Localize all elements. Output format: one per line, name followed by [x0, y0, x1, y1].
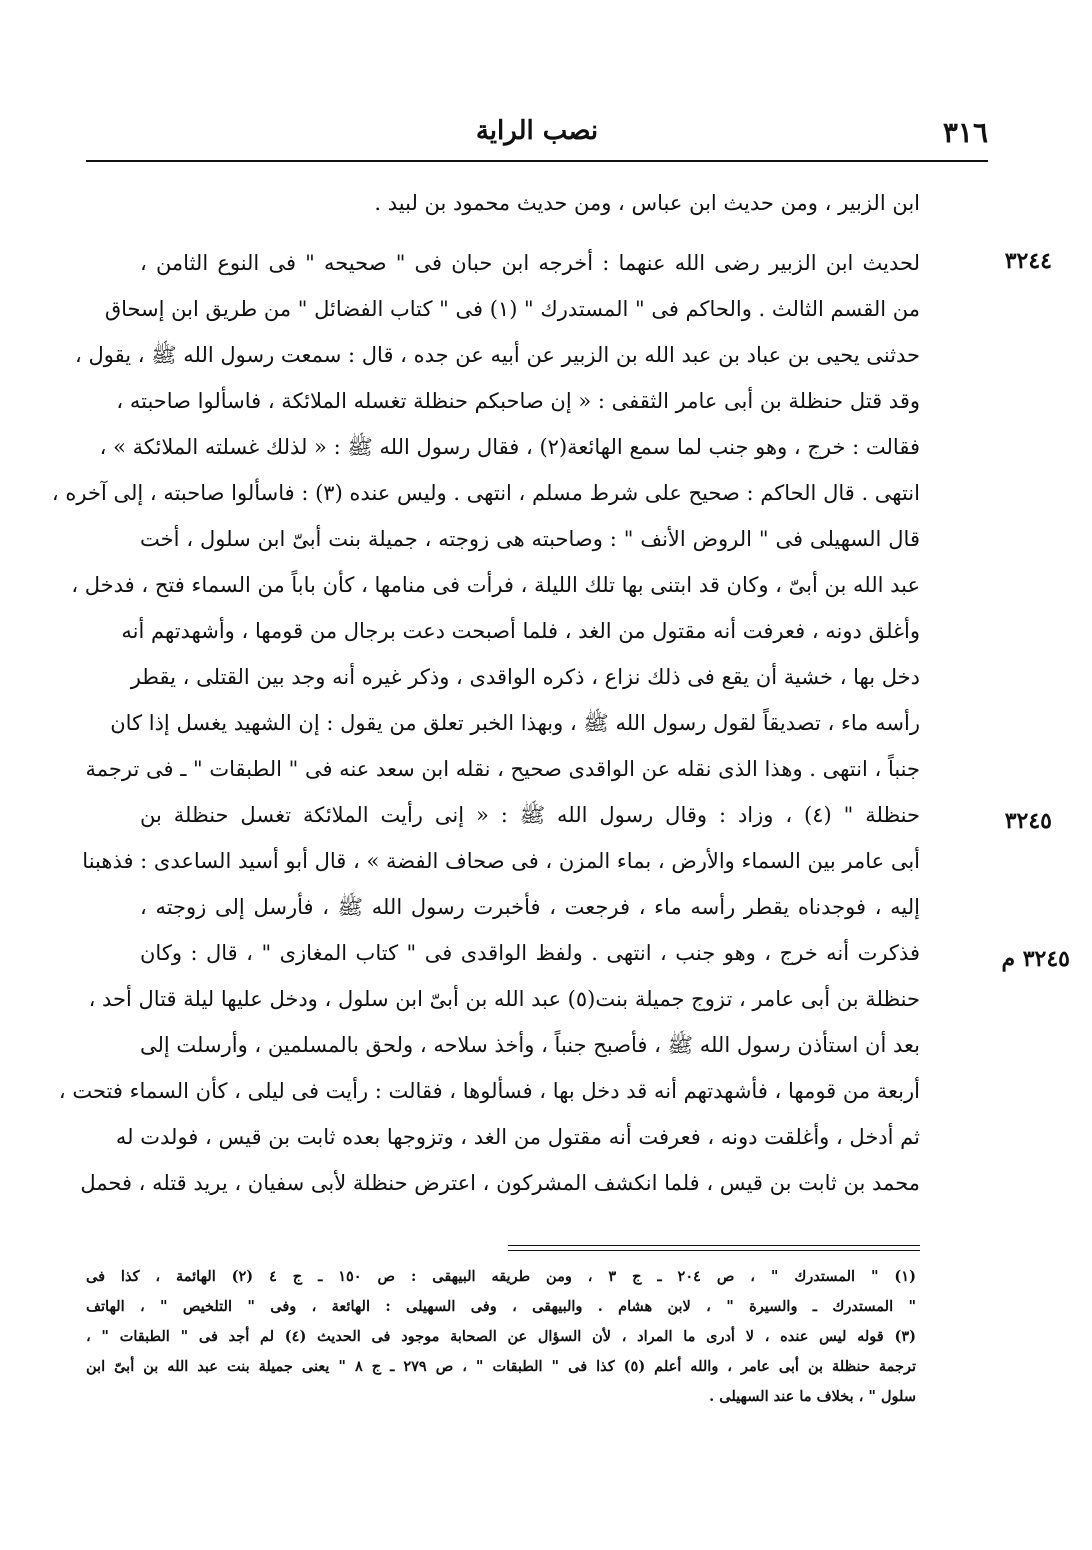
text-line: وأغلق دونه ، فعرفت أنه مقتول من الغد ، فلما أصبحت دعت برجال من قومها ، وأشهدتهم أنه [121, 619, 920, 643]
footnote-line: سلول " ، بخلاف ما عند السهيلى . [709, 1388, 916, 1405]
text-line: أبى عامر بين السماء والأرض ، بماء المزن ، فى صحاف الفضة » ، قال أبو أسيد الساعدى : فذهبنا [82, 849, 920, 873]
text-line: انتهى . قال الحاكم : صحيح على شرط مسلم ، انتهى . وليس عنده (٣) : فاسألوا صاحبته ، إلى آخره ، [51, 481, 920, 505]
text-line: حنظلة بن أبى عامر ، تزوج جميلة بنت(٥) عبد الله بن أبىّ ابن سلول ، ودخل عليها ليلة قتال أحد ، [88, 987, 920, 1011]
text-line: محمد بن ثابت بن قيس ، فلما انكشف المشركون ، اعترض حنظلة لأبى سفيان ، يريد قتله ، فحمل [80, 1171, 920, 1195]
text-line: قال السهيلى فى " الروض الأنف " : وصاحبته هى زوجته ، جميلة بنت أبىّ ابن سلول ، أخت [140, 527, 920, 551]
text-line: جنباً ، انتهى . وهذا الذى نقله عن الواقدى صحيح ، نقله ابن سعد عنه فى " الطبقات " ـ فى ترجمة [85, 757, 920, 781]
main-text [51, 180, 920, 1206]
text-line: حدثنى يحيى بن عباد بن عبد الله بن الزبير عن أبيه عن جده ، قال : سمعت رسول الله ﷺ ، يقول ، [75, 343, 920, 367]
text-line: من القسم الثالث . والحاكم فى " المستدرك " (١) فى " كتاب الفضائل " من طريق ابن إسحاق [104, 297, 920, 321]
text-line: ثم أدخل ، وأغلقت دونه ، فعرفت أنه مقتول من الغد ، وتزوجها بعده ثابت بن قيس ، فولدت له [115, 1125, 920, 1149]
page-header [86, 110, 988, 154]
running-title: نصب الراية [475, 116, 599, 146]
entry-number: ٣٢٤٥ م [1001, 946, 1070, 972]
text-line: رأسه ماء ، تصديقاً لقول رسول الله ﷺ ، وبهذا الخبر تعلق من يقول : إن الشهيد يغسل إذا كان [110, 711, 920, 735]
header-divider [86, 160, 988, 162]
text-line: فذكرت أنه خرج ، وهو جنب ، انتهى . ولفظ الواقدى فى " كتاب المغازى " ، قال : وكان [140, 941, 920, 965]
footnote-line: (٣) قوله ليس عنده ، لا أدرى ما المراد ، لأن السؤال عن الصحابة موجود فى الحديث (٤) لم أجد فى " الطبقات " ، [86, 1328, 917, 1345]
page-number: ٣١٦ [942, 116, 988, 149]
text-line: ابن الزبير ، ومن حديث ابن عباس ، ومن حديث محمود بن لبيد . [374, 191, 920, 215]
entry-number: ٣٢٤٥ [1004, 808, 1052, 834]
entry-number: ٣٢٤٤ [1004, 248, 1052, 274]
text-line: إليه ، فوجدناه يقطر رأسه ماء ، فرجعت ، فأخبرت رسول الله ﷺ ، فأرسل إلى زوجته ، [140, 895, 920, 919]
footnotes [86, 1262, 916, 1412]
text-line: بعد أن استأذن رسول الله ﷺ ، فأصبح جنباً ، وأخذ سلاحه ، ولحق بالمسلمين ، وأرسلت إلى [140, 1033, 920, 1057]
text-line: عبد الله بن أبىّ ، وكان قد ابتنى بها تلك الليلة ، فرأت فى منامها ، كأن باباً من السماء فتح ، فدخل ، [71, 573, 920, 597]
text-line: دخل بها ، خشية أن يقع فى ذلك نزاع ، ذكره الواقدى ، وذكر غيره أنه وجد بين القتلى ، يقطر [130, 665, 920, 689]
footnote-line: (١) " المستدرك " ، ص ٢٠٤ ـ ج ٣ ، ومن طريقه البيهقى : ص ١٥٠ ـ ج ٤ (٢) الهائمة ، كذا فى [86, 1268, 916, 1285]
text-line: أربعة من قومها ، فأشهدتهم أنه قد دخل بها ، فسألوها ، فقالت : رأيت فى ليلى ، كأن السماء فتحت ، [58, 1079, 920, 1103]
footnote-line: " المستدرك ـ والسيرة " ، لابن هشام . والبيهقى ، وفى السهيلى : الهائعة ، وفى " التلخيص " ، الهاتف [86, 1298, 916, 1315]
text-line: وقد قتل حنظلة بن أبى عامر الثقفى : « إن صاحبكم حنظلة تغسله الملائكة ، فاسألوا صاحبته ، [116, 389, 920, 413]
text-line: لحديث ابن الزبير رضى الله عنهما : أخرجه ابن حبان فى " صحيحه " فى النوع الثامن ، [140, 251, 920, 275]
text-line: فقالت : خرج ، وهو جنب لما سمع الهائعة(٢) ، فقال رسول الله ﷺ : « لذلك غسلته الملائكة » ، [99, 435, 920, 459]
text-line: حنظلة " (٤) ، وزاد : وقال رسول الله ﷺ : « إنى رأيت الملائكة تغسل حنظلة بن [140, 803, 920, 827]
footnote-divider [508, 1245, 920, 1251]
footnote-line: ترجمة حنظلة بن أبى عامر ، والله أعلم (٥) كذا فى " الطبقات " ، ص ٢٧٩ ـ ج ٨ " يعنى جميلة بنت عبد الله بن أبىّ ابن [86, 1358, 916, 1375]
